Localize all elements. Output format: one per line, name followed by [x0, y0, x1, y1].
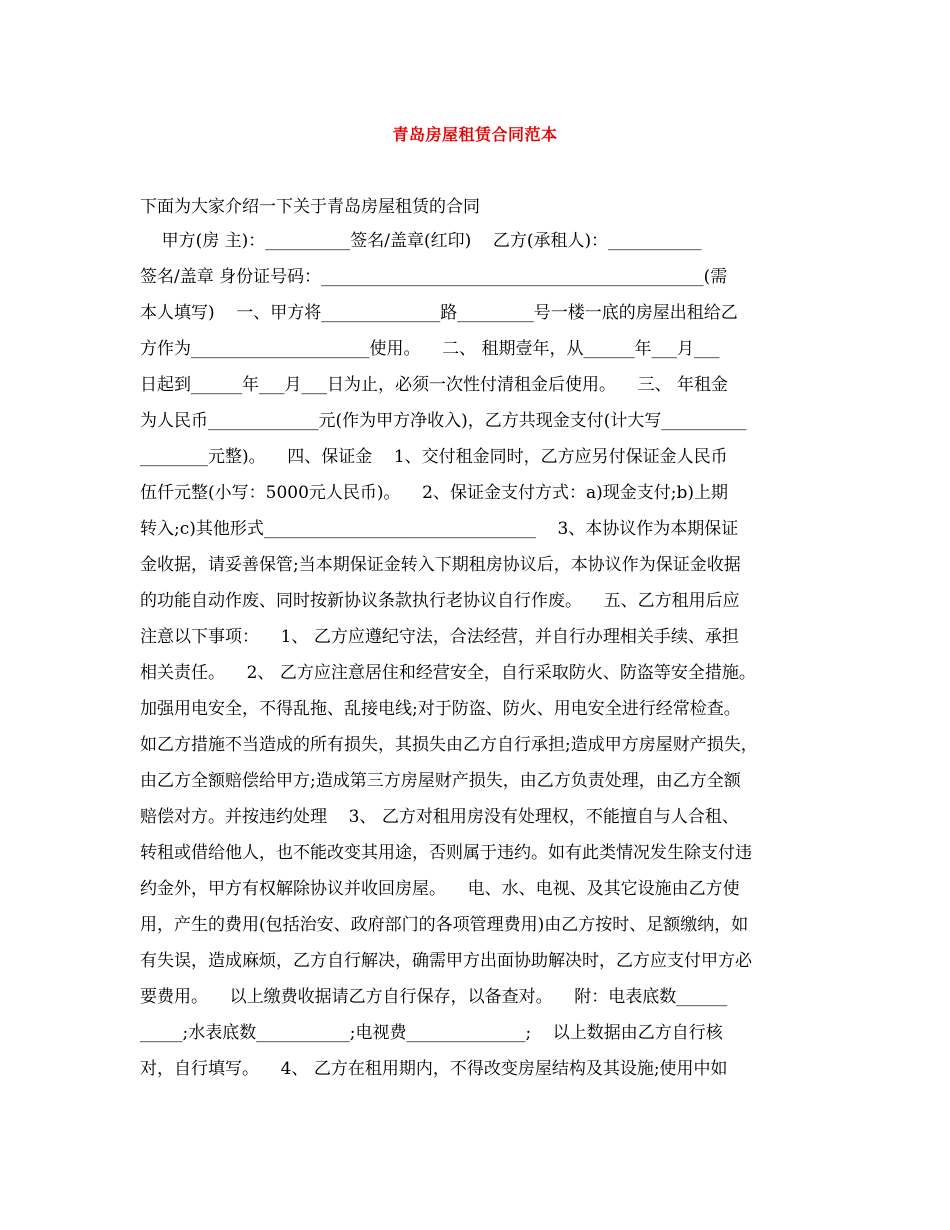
body-line-25: 对，自行填写。 4、 乙方在租用期内，不得改变房屋结构及其设施;使用中如 [140, 1059, 728, 1079]
body-line-8: ________元整)。 四、保证金 1、交付租金同时，乙方应另付保证金人民币 [140, 447, 728, 467]
body-line-10: 转入;c)其他形式________________________________ 3、本协议作为本期保证 [140, 519, 739, 539]
body-line-16: 如乙方措施不当造成的所有损失，其损失由乙方自行承担;造成甲方房屋财产损失， [140, 735, 758, 755]
body-line-12: 的功能自动作废、同时按新协议条款执行老协议自行作废。 五、乙方租用后应 [140, 591, 740, 611]
body-line-11: 金收据，请妥善保管;当本期保证金转入下期租房协议后，本协议作为保证金收据 [140, 555, 741, 575]
body-line-9: 伍仟元整(小写：5000元人民币)。 2、保证金支付方式：a)现金支付;b)上期 [140, 483, 728, 503]
body-line-21: 用，产生的费用(包括治安、政府部门的各项管理费用)由乙方按时、足额缴纳，如 [140, 915, 749, 935]
body-line-3: 签名/盖章 身份证号码：_____________________________________________(需 [140, 267, 728, 287]
body-line-13: 注意以下事项： 1、 乙方应遵纪守法，合法经营，并自行办理相关手续、承担 [140, 627, 739, 647]
body-line-20: 约金外，甲方有权解除协议并收回房屋。 电、水、电视、及其它设施由乙方使 [140, 879, 740, 899]
body-line-1: 下面为大家介绍一下关于青岛房屋租赁的合同 [140, 197, 480, 217]
body-line-15: 加强用电安全，不得乱拖、乱接电线;对于防盗、防火、用电安全进行经常检查。 [140, 699, 741, 719]
body-line-24: _____;水表底数___________;电视费______________; 以上数据由乙方自行核 [140, 1023, 723, 1043]
body-line-7: 为人民币_____________元(作为甲方净收入)，乙方共现金支付(计大写__________ [140, 411, 747, 431]
body-line-19: 转租或借给他人，也不能改变其用途，否则属于违约。如有此类情况发生除支付违 [140, 843, 752, 863]
body-line-6: 日起到______年___月___日为止，必须一次性付清租金后使用。 三、 年租金 [140, 375, 729, 395]
body-line-5: 方作为_____________________使用。 二、 租期壹年，从______年___月___ [140, 339, 720, 359]
body-line-18: 赔偿对方。并按违约处理 3、 乙方对租用房没有处理权，不能擅自与人合租、 [140, 807, 739, 827]
body-line-4: 本人填写) 一、甲方将______________路_________号一楼一底的房屋出租给乙 [140, 303, 738, 323]
body-line-22: 有失误，造成麻烦，乙方自行解决，确需甲方出面协助解决时，乙方应支付甲方必 [140, 951, 752, 971]
body-line-14: 相关责任。 2、 乙方应注意居住和经营安全，自行采取防火、防盗等安全措施。 [140, 663, 756, 683]
body-line-2: 甲方(房 主)：__________签名/盖章(红印) 乙方(承租人)：___________ [140, 231, 702, 251]
document-title: 青岛房屋租赁合同范本 [392, 125, 558, 144]
body-line-17: 由乙方全额赔偿给甲方;造成第三方房屋财产损失，由乙方负责处理，由乙方全额 [140, 771, 741, 791]
body-line-23: 要费用。 以上缴费收据请乙方自行保存，以备查对。 附：电表底数______ [140, 987, 728, 1007]
